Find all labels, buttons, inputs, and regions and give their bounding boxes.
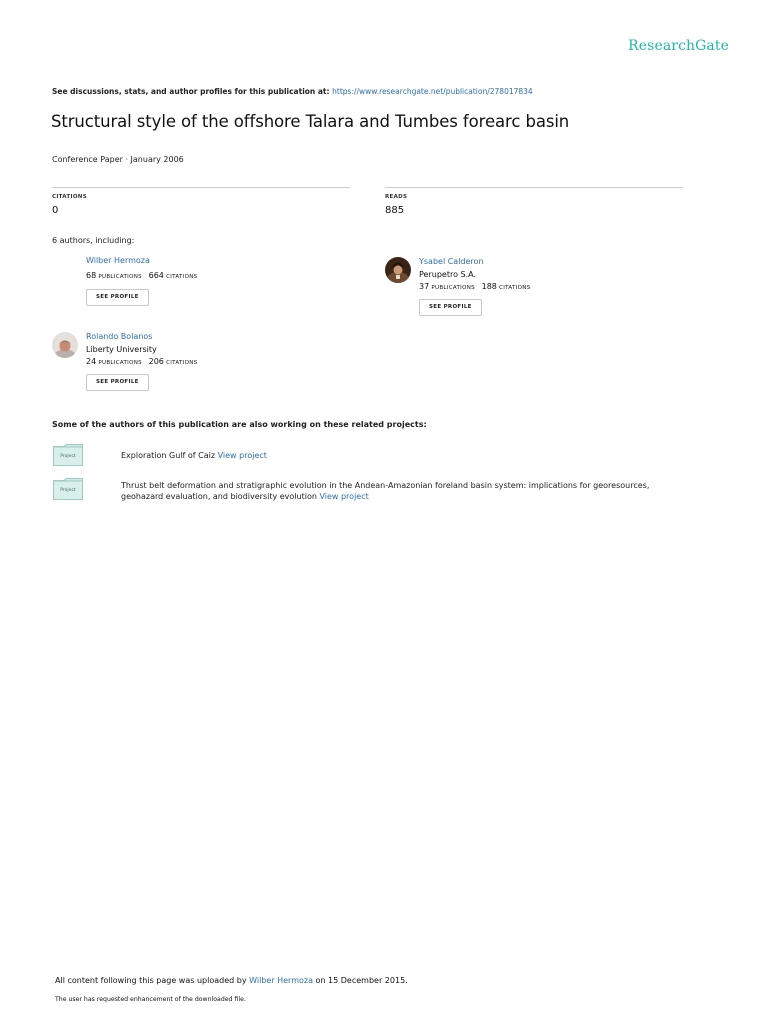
avatar[interactable] bbox=[385, 257, 411, 283]
uploader-link[interactable]: Wilber Hermoza bbox=[249, 976, 313, 985]
citation-count: 188 bbox=[481, 282, 497, 291]
project-icon-label: Project bbox=[60, 454, 76, 459]
publication-count: 37 bbox=[419, 282, 430, 291]
upload-notice: All content following this page was uploaded by Wilber Hermoza on 15 December 2015. bbox=[55, 976, 408, 985]
project-title-line: geohazard evaluation, and biodiversity evolution View project bbox=[121, 492, 369, 501]
citation-count: 206 bbox=[148, 357, 164, 366]
discussion-text: See discussions, stats, and author profiles for this publication at: bbox=[52, 87, 333, 96]
author-name-link[interactable]: Ysabel Calderon bbox=[419, 257, 484, 266]
project-folder-icon[interactable] bbox=[53, 478, 83, 498]
view-project-link[interactable]: View project bbox=[217, 451, 267, 460]
project-title-line: Thrust belt deformation and stratigraphic evolution in the Andean-Amazonian foreland basin system: implications for georesources, bbox=[121, 481, 650, 490]
citations-value: 0 bbox=[52, 205, 59, 216]
citation-count: 664 bbox=[148, 271, 164, 280]
citations-label: CITATIONS bbox=[499, 285, 531, 291]
publications-label: PUBLICATIONS bbox=[98, 360, 142, 366]
citations-label: CITATIONS bbox=[166, 360, 198, 366]
discussion-line bbox=[52, 87, 533, 96]
author-affiliation: Perupetro S.A. bbox=[419, 270, 477, 279]
project-icon-label: Project bbox=[60, 488, 76, 493]
reads-label: READS bbox=[385, 194, 408, 200]
enhancement-note: The user has requested enhancement of the downloaded file. bbox=[55, 996, 246, 1003]
publication-count: 24 bbox=[86, 357, 97, 366]
related-projects-heading: Some of the authors of this publication are also working on these related projects: bbox=[52, 420, 427, 429]
project-folder-icon[interactable] bbox=[53, 444, 83, 464]
see-profile-button[interactable]: SEE PROFILE bbox=[86, 374, 149, 391]
publications-label: PUBLICATIONS bbox=[98, 274, 142, 280]
avatar[interactable] bbox=[52, 332, 78, 358]
author-stats bbox=[86, 357, 197, 366]
author-affiliation: Liberty University bbox=[86, 345, 157, 354]
avatar-photo bbox=[385, 257, 411, 283]
citations-label: CITATIONS bbox=[52, 194, 87, 200]
project-title: Exploration Gulf of Caiz bbox=[121, 451, 218, 460]
researchgate-logo[interactable]: ResearchGate bbox=[628, 38, 729, 54]
view-project-link[interactable]: View project bbox=[319, 492, 369, 501]
authors-heading: 6 authors, including: bbox=[52, 236, 135, 245]
publications-label: PUBLICATIONS bbox=[431, 285, 475, 291]
publication-type: Conference Paper · January 2006 bbox=[52, 155, 184, 164]
author-stats bbox=[86, 271, 197, 280]
publication-count: 68 bbox=[86, 271, 97, 280]
see-profile-button[interactable]: SEE PROFILE bbox=[419, 299, 482, 316]
author-stats bbox=[419, 282, 530, 291]
reads-divider bbox=[385, 187, 683, 188]
project-item bbox=[121, 480, 721, 502]
author-name-link[interactable]: Wilber Hermoza bbox=[86, 256, 150, 265]
avatar-photo bbox=[52, 332, 78, 358]
publication-title: Structural style of the offshore Talara and Tumbes forearc basin bbox=[51, 112, 570, 131]
reads-value: 885 bbox=[385, 205, 405, 216]
author-name-link[interactable]: Rolando Bolanos bbox=[86, 332, 153, 341]
project-item bbox=[121, 450, 267, 461]
see-profile-button[interactable]: SEE PROFILE bbox=[86, 289, 149, 306]
publication-url-link[interactable]: https://www.researchgate.net/publication/278017834 bbox=[332, 87, 533, 96]
citations-label: CITATIONS bbox=[166, 274, 198, 280]
citations-divider bbox=[52, 187, 350, 188]
